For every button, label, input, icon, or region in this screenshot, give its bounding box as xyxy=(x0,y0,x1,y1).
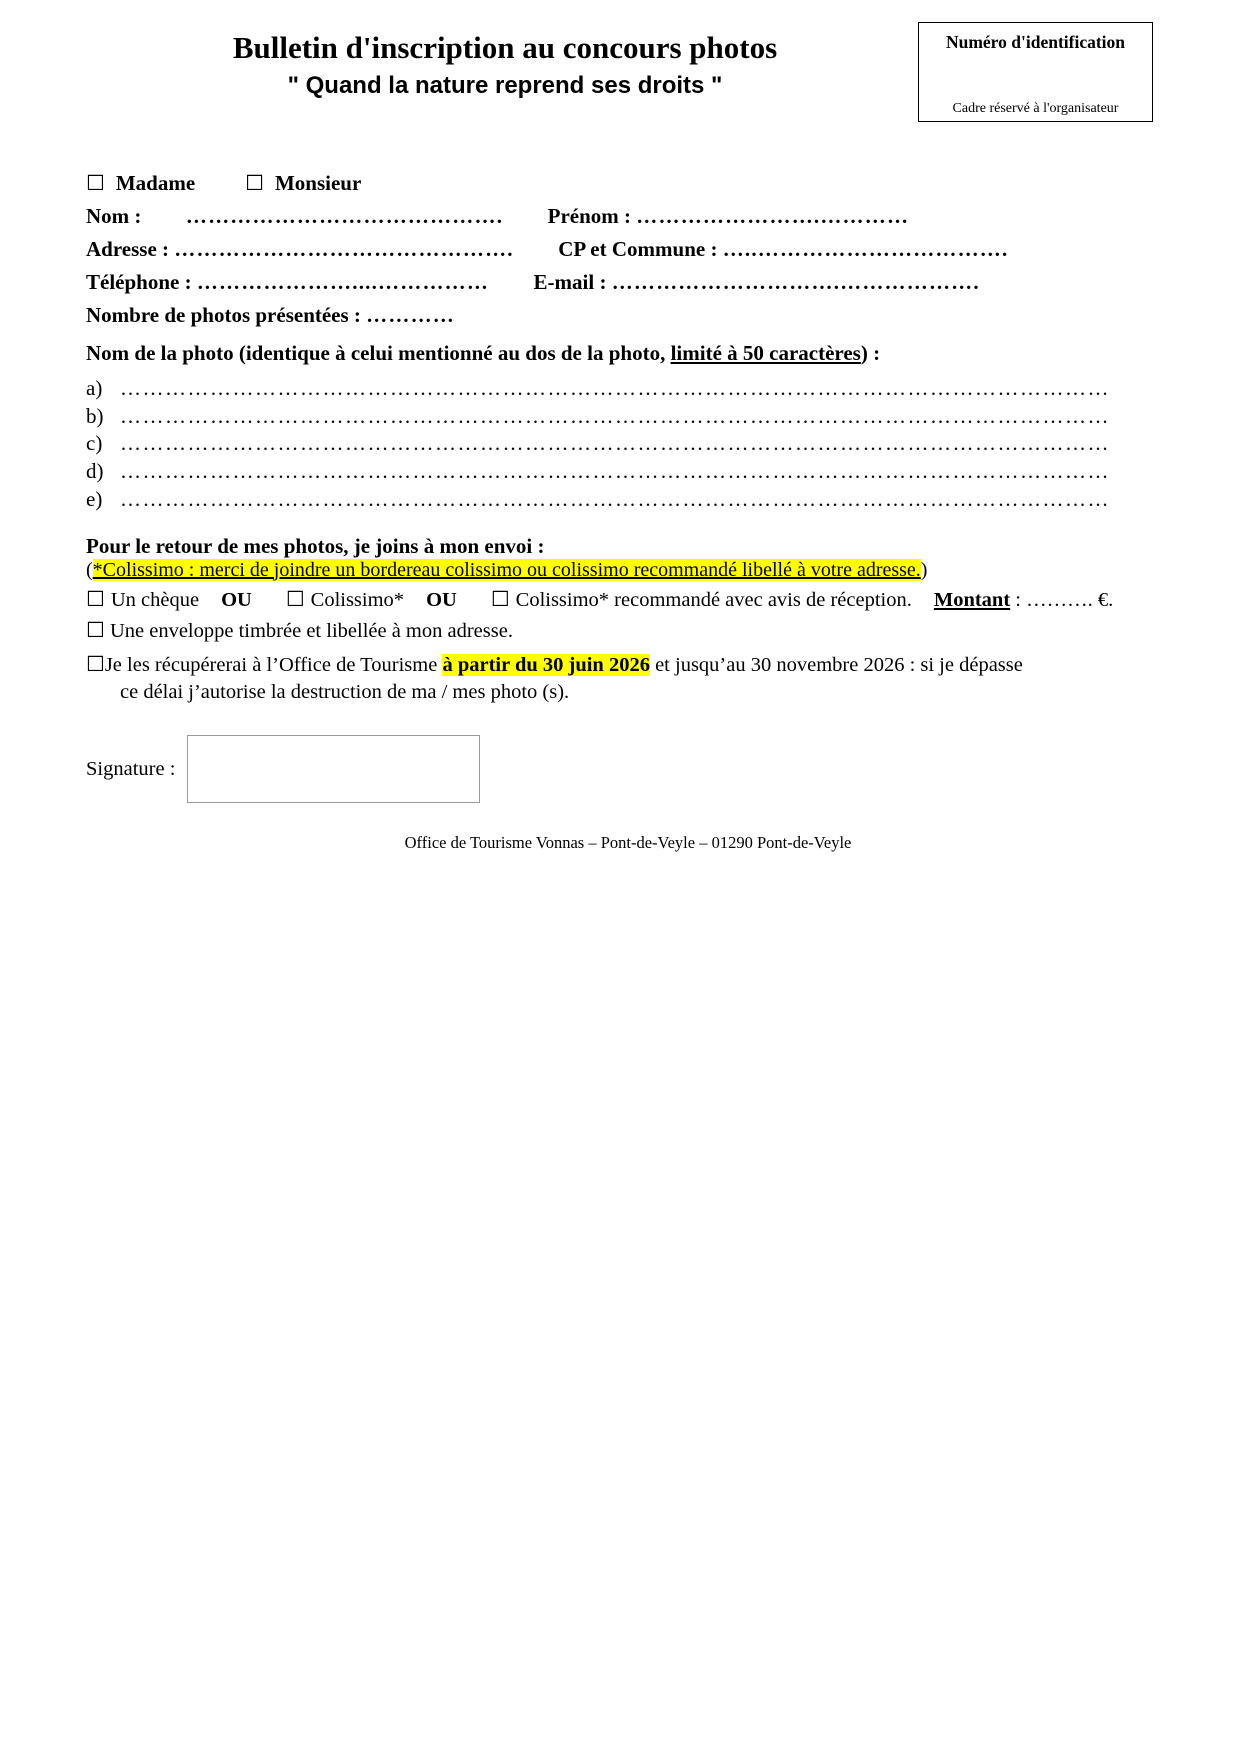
label-adresse: Adresse : xyxy=(86,237,170,261)
photo-entry-letter: a) xyxy=(86,376,103,400)
label-email: E-mail : xyxy=(533,270,607,294)
colissimo-note-close-paren: ) xyxy=(920,558,928,581)
pickup-date-highlighted: à partir du 30 juin 2026 xyxy=(442,653,650,676)
label-cp-commune: CP et Commune : xyxy=(558,237,718,261)
title-block xyxy=(55,30,955,99)
input-cp-commune[interactable]: …..……………………………. xyxy=(722,237,1009,261)
label-ou-2: OU xyxy=(426,588,457,611)
label-un-cheque: Un chèque xyxy=(110,588,200,611)
photo-entry-letter: d) xyxy=(86,459,104,484)
photo-entry-b xyxy=(86,403,1170,431)
input-nombre-photos[interactable]: ………… xyxy=(366,303,455,327)
signature-area xyxy=(86,735,1170,803)
photo-name-text-after: ) : xyxy=(860,341,881,365)
label-montant: Montant xyxy=(933,588,1011,611)
photo-entry-letter: b) xyxy=(86,403,104,428)
signature-label: Signature : xyxy=(86,757,176,780)
signature-input-box[interactable] xyxy=(187,735,480,803)
photo-entry-input[interactable]: …………………………………………………………………………………………………………………… xyxy=(120,459,1110,484)
colissimo-note-open-paren: ( xyxy=(86,558,93,581)
label-ou-1: OU xyxy=(221,588,252,611)
checkbox-cheque-icon[interactable]: ☐ xyxy=(86,586,105,611)
input-adresse[interactable]: ………………………………………. xyxy=(174,237,514,261)
input-email[interactable]: ………………………….………………. xyxy=(611,270,980,294)
photo-entry-d xyxy=(86,458,1170,486)
label-madame: Madame xyxy=(115,171,196,195)
document-header xyxy=(0,0,1240,145)
form-content xyxy=(86,173,1170,803)
photo-entry-a xyxy=(86,375,1170,403)
page-subtitle: " Quand la nature reprend ses droits " xyxy=(287,71,723,99)
photo-entry-input[interactable]: …………………………………………………………………………………………………………………… xyxy=(120,486,1110,511)
checkbox-colissimo-recommande-icon[interactable]: ☐ xyxy=(490,586,510,611)
input-prenom[interactable]: …………………….………… xyxy=(636,204,910,228)
return-option-pickup-row xyxy=(86,652,1170,707)
row-nom-prenom xyxy=(86,206,1170,227)
checkbox-madame-icon[interactable]: ☐ xyxy=(86,171,105,195)
photo-entry-letter: e) xyxy=(86,486,103,511)
photo-name-text-before: Nom de la photo (identique à celui mentionné au dos de la photo, xyxy=(86,341,671,365)
input-telephone[interactable]: …………………....…………… xyxy=(196,270,490,294)
photo-entry-c xyxy=(86,430,1170,458)
photo-name-instruction xyxy=(86,343,1170,364)
checkbox-pickup-icon[interactable]: ☐ xyxy=(86,651,105,676)
photo-name-underlined: limité à 50 caractères xyxy=(670,341,861,365)
label-colissimo-recommande: Colissimo* recommandé avec avis de réception. xyxy=(515,588,912,611)
gender-row xyxy=(86,173,1170,194)
pickup-text-line2: ce délai j’autorise la destruction de ma / mes photo (s). xyxy=(120,681,570,704)
pickup-text-after: et jusqu’au 30 novembre 2026 : si je dépasse xyxy=(649,653,1023,676)
label-monsieur: Monsieur xyxy=(274,171,362,195)
page-title: Bulletin d'inscription au concours photos xyxy=(232,30,778,65)
identification-box-title: Numéro d'identification xyxy=(945,32,1126,52)
identification-box-note: Cadre réservé à l'organisateur xyxy=(952,101,1119,116)
colissimo-note-highlighted: *Colissimo : merci de joindre un bordereau colissimo ou colissimo recommandé libellé à votre adresse. xyxy=(92,558,921,581)
return-section-title: Pour le retour de mes photos, je joins à mon envoi : xyxy=(86,533,545,558)
label-nom: Nom : xyxy=(86,204,142,228)
checkbox-enveloppe-icon[interactable]: ☐ xyxy=(86,618,105,643)
return-option-enveloppe-row xyxy=(86,620,1170,642)
pickup-text-before: Je les récupérerai à l’Office de Tourisme xyxy=(104,653,443,676)
row-telephone-email xyxy=(86,272,1170,293)
input-nom[interactable]: ……………………………………. xyxy=(185,204,504,228)
label-enveloppe: Une enveloppe timbrée et libellée à mon adresse. xyxy=(109,620,513,643)
checkbox-colissimo-icon[interactable]: ☐ xyxy=(285,586,305,611)
return-option-payment-row xyxy=(86,586,1170,611)
photo-entry-input[interactable]: …………………………………………………………………………………………………………………… xyxy=(120,403,1110,428)
checkbox-monsieur-icon[interactable]: ☐ xyxy=(245,171,264,195)
photo-entry-letter: c) xyxy=(86,431,103,456)
input-montant[interactable]: : ………. €. xyxy=(1010,588,1114,611)
label-prenom: Prénom : xyxy=(547,204,632,228)
identification-box xyxy=(918,22,1153,122)
row-nombre-photos xyxy=(86,305,1170,326)
label-colissimo: Colissimo* xyxy=(310,588,405,611)
footer-text: Office de Tourisme Vonnas – Pont-de-Veyle – 01290 Pont-de-Veyle xyxy=(404,832,852,852)
label-nombre-photos: Nombre de photos présentées : xyxy=(86,303,361,327)
photo-name-entries xyxy=(86,375,1170,514)
colissimo-note xyxy=(86,560,1170,580)
row-adresse-cp xyxy=(86,239,1170,260)
photo-entry-input[interactable]: …………………………………………………………………………………………………………………… xyxy=(120,376,1110,400)
label-telephone: Téléphone : xyxy=(86,270,192,294)
photo-entry-e xyxy=(86,486,1170,514)
photo-entry-input[interactable]: …………………………………………………………………………………………………………………… xyxy=(120,431,1110,456)
